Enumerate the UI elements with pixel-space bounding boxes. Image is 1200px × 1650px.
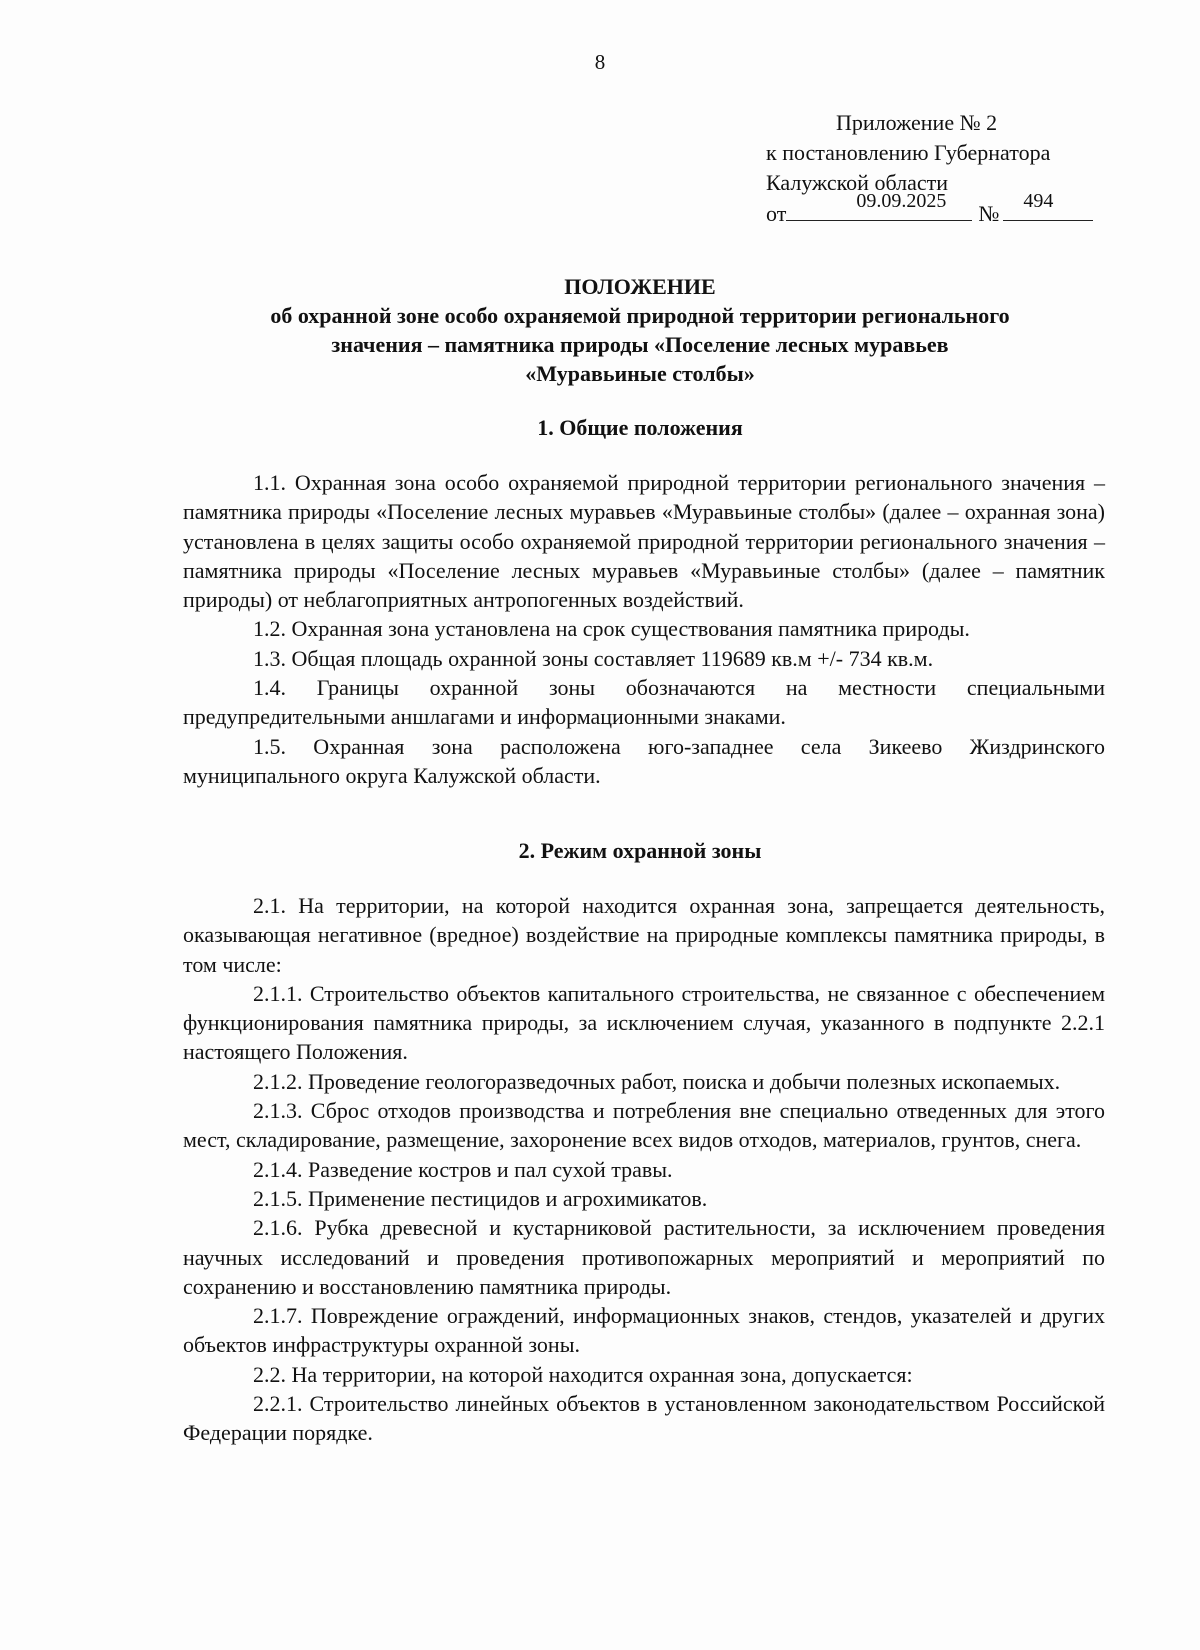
paragraph-1-3: 1.3. Общая площадь охранной зоны составляет 119689 кв.м +/- 734 кв.м. xyxy=(253,645,934,671)
section-1-heading: 1. Общие положения xyxy=(537,415,743,440)
paragraph-2-1-7: 2.1.7. Повреждение ограждений, информационных знаков, стендов, указателей и других объектов инфраструктуры охранной зоны. xyxy=(183,1303,1105,1358)
number-field xyxy=(1003,190,1093,221)
paragraph-1-4: 1.4. Границы охранной зоны обозначаются на местности специальными предупредительными аншлагами и информационными знаками. xyxy=(183,675,1105,730)
paragraph-2-1-5: 2.1.5. Применение пестицидов и агрохимикатов. xyxy=(253,1185,708,1211)
paragraph-2-1: 2.1. На территории, на которой находится охранная зона, запрещается деятельность, оказывающая негативное (вредное) воздействие на природные комплексы памятника природы, в том числе: xyxy=(183,893,1105,977)
title-line-3: «Муравьиные столбы» xyxy=(525,361,755,386)
appendix-date-row xyxy=(766,190,1093,229)
number-value: 494 xyxy=(1023,190,1054,212)
document-title xyxy=(150,272,1130,388)
from-label: от xyxy=(766,201,787,226)
paragraph-2-2-1: 2.2.1. Строительство линейных объектов в установленном законодательством Российской Федерации порядке. xyxy=(183,1391,1105,1446)
appendix-title: Приложение № 2 xyxy=(836,110,998,135)
paragraph-1-2: 1.2. Охранная зона установлена на срок существования памятника природы. xyxy=(253,616,970,642)
date-field xyxy=(786,190,972,221)
appendix-region-line: Калужской области xyxy=(766,170,948,195)
number-label: № xyxy=(978,201,1000,226)
paragraph-1-1: 1.1. Охранная зона особо охраняемой природной территории регионального значения – памятника природы «Поселение лесных муравьев «Муравьиные столбы» (далее – охранная зона) установлена в целях защиты особо охраняемой природной территории регионального значения – памятника природы «Поселение лесных муравьев «Муравьиные столбы» (далее – памятник природы) от неблагоприятных антропогенных воздействий. xyxy=(183,470,1105,613)
section-2-heading: 2. Режим охранной зоны xyxy=(518,838,762,863)
paragraph-2-1-6: 2.1.6. Рубка древесной и кустарниковой растительности, за исключением проведения научных исследований и проведения противопожарных мероприятий и мероприятий по сохранению и восстановлению памятника природы. xyxy=(183,1215,1105,1299)
paragraph-2-2: 2.2. На территории, на которой находится охранная зона, допускается: xyxy=(253,1361,913,1387)
page-number: 8 xyxy=(594,50,606,74)
paragraph-2-1-3: 2.1.3. Сброс отходов производства и потребления вне специально отведенных для этого мест, складирование, размещение, захоронение всех видов отходов, материалов, грунтов, снега. xyxy=(183,1098,1105,1153)
title-main: ПОЛОЖЕНИЕ xyxy=(564,274,716,299)
paragraph-1-5: 1.5. Охранная зона расположена юго-западнее села Зикеево Жиздринского муниципального округа Калужской области. xyxy=(183,733,1105,788)
appendix-block xyxy=(766,108,1093,229)
section-1-body xyxy=(183,468,1105,790)
section-2-body xyxy=(183,891,1105,1448)
paragraph-2-1-1: 2.1.1. Строительство объектов капитального строительства, не связанное с обеспечением функционирования памятника природы, за исключением случая, указанного в подпункте 2.2.1 настоящего Положения. xyxy=(183,980,1105,1065)
paragraph-2-1-4: 2.1.4. Разведение костров и пал сухой травы. xyxy=(253,1156,673,1182)
appendix-decree-line: к постановлению Губернатора xyxy=(766,140,1051,165)
paragraph-2-1-2: 2.1.2. Проведение геологоразведочных работ, поиска и добычи полезных ископаемых. xyxy=(253,1068,1061,1094)
date-value: 09.09.2025 xyxy=(856,190,947,212)
title-line-2: значения – памятника природы «Поселение лесных муравьев xyxy=(331,332,949,357)
title-line-1: об охранной зоне особо охраняемой природной территории регионального xyxy=(270,303,1010,328)
